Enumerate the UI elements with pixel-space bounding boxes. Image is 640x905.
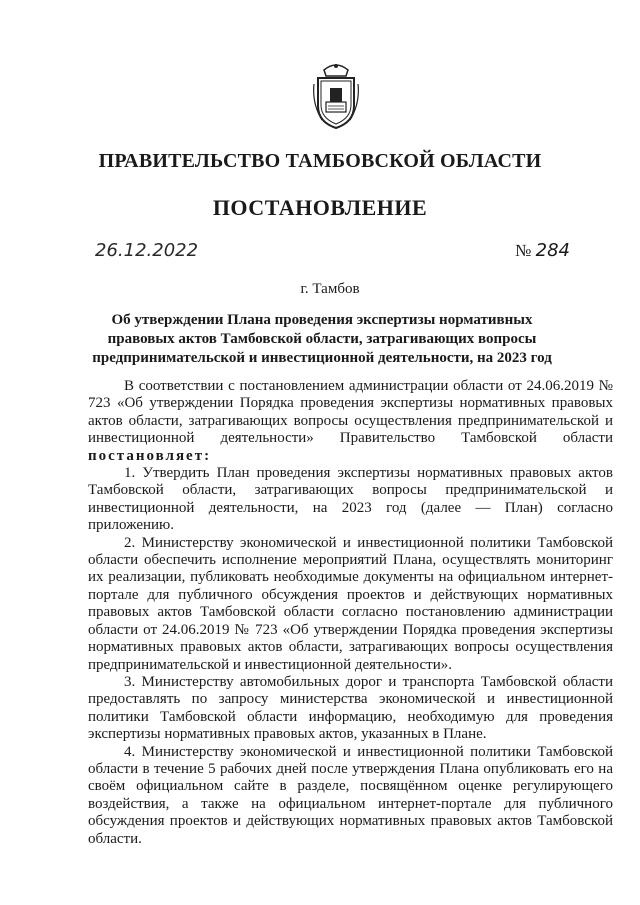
preamble-paragraph [88, 378, 613, 465]
document-body [88, 378, 613, 848]
item-3: 3. Министерству автомобильных дорог и транспорта Тамбовской области предоставлять по запросу министерства экономической и инвестиционной политики Тамбовской области информацию, необходимую для проведения экспертизы нормативных правовых актов, указанных в Плане. [88, 673, 613, 743]
handwritten-number: 284 [535, 240, 570, 261]
document-subject: Об утверждении Плана проведения экспертизы нормативных правовых актов Тамбовской области, затрагивающих вопросы предпринимательской и инвестиционной деятельности, на 2023 год [92, 312, 552, 366]
handwritten-date: 26.12.2022 [95, 240, 199, 261]
city-line: г. Тамбов [300, 281, 360, 297]
document-type-title: ПОСТАНОВЛЕНИЕ [212, 195, 428, 220]
item-1: 1. Утвердить План проведения экспертизы нормативных правовых актов Тамбовской области, затрагивающих вопросы предпринимательской и инвестиционной деятельности, на 2023 год (далее — План) согласно приложению. [88, 465, 613, 534]
item-4: 4. Министерству экономической и инвестиционной политики Тамбовской области в течение 5 рабочих дней после утверждения Плана опубликовать его на своём официальном сайте в разделе, посвящённом оценке регулирующего воздействия, а также на официальном интернет-портале для публичного обсуждения проектов и действующих нормативных правовых актов Тамбовской области. [88, 743, 613, 847]
item-2: 2. Министерству экономической и инвестиционной политики Тамбовской области обеспечить исполнение мероприятий Плана, осуществлять мониторинг их реализации, публиковать необходимые документы на официальном интернет-портале для публичного обсуждения проектов и действующих нормативных правовых актов Тамбовской области согласно постановлению администрации области от 24.06.2019 № 723 «Об утверждении Порядка проведения экспертизы нормативных правовых актов области, затрагивающих вопросы осуществления предпринимательской и инвестиционной деятельности». [88, 534, 613, 673]
coat-of-arms-emblem [312, 60, 360, 130]
resolves-keyword: постановляет: [88, 447, 212, 464]
document-number [515, 240, 570, 261]
preamble-text: В соответствии с постановлением администрации области от 24.06.2019 № 723 «Об утверждении Порядка проведения экспертизы нормативных правовых актов области, затрагивающих вопросы осуществления предпринимательской и инвестиционной деятельности» Правительство Тамбовской области [88, 378, 613, 447]
number-sign: № [515, 241, 532, 260]
organization-title: ПРАВИТЕЛЬСТВО ТАМБОВСКОЙ ОБЛАСТИ [98, 150, 542, 172]
